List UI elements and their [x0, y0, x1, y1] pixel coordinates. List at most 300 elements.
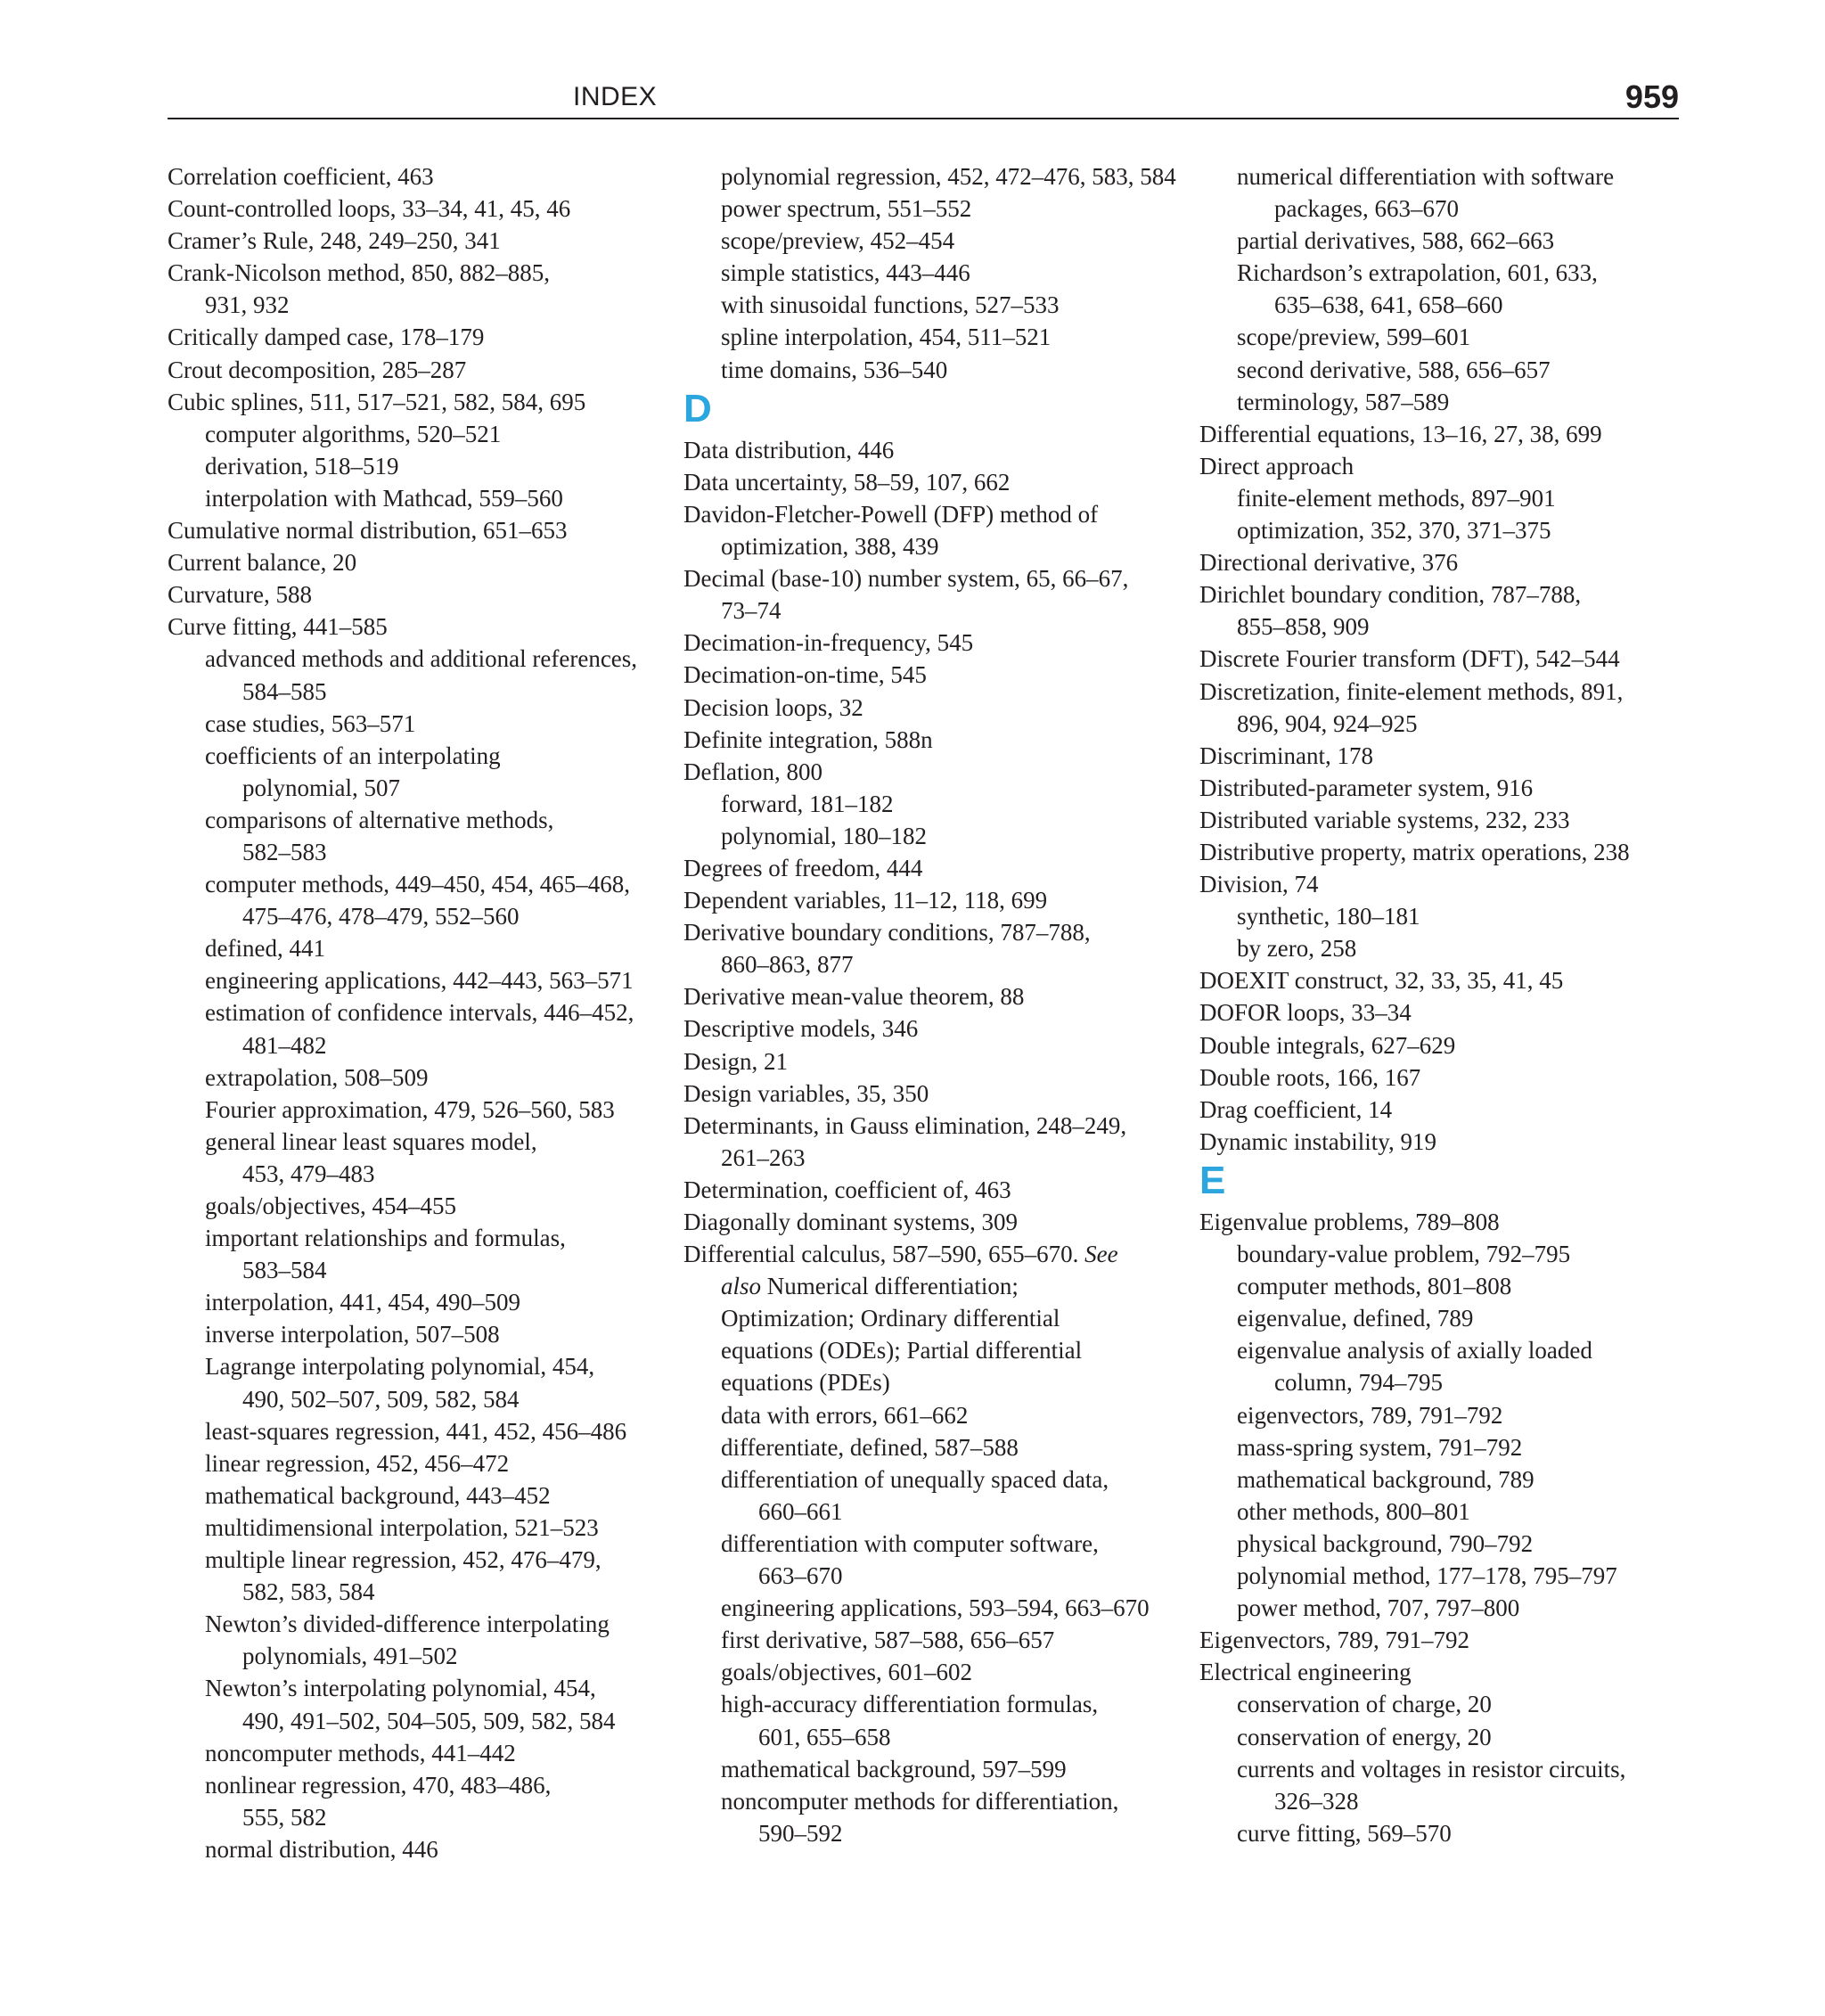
index-subentry	[168, 1640, 667, 1672]
index-entry-text: estimation of confidence intervals, 446–452,	[205, 999, 634, 1027]
index-subentry	[1199, 1238, 1698, 1270]
index-entry-text: partial derivatives, 588, 662–663	[1237, 227, 1555, 255]
index-subentry	[683, 1656, 1183, 1688]
index-entry	[1199, 804, 1698, 836]
index-entry-text: power spectrum, 551–552	[721, 195, 972, 223]
index-entry-text: Davidon-Fletcher-Powell (DFP) method of	[683, 500, 1099, 528]
index-entry-text: polynomial, 180–182	[721, 822, 927, 849]
index-entry-text: Directional derivative, 376	[1199, 549, 1459, 577]
index-entry	[168, 160, 667, 193]
index-entry	[683, 1206, 1183, 1238]
index-subentry	[168, 1512, 667, 1544]
index-entry	[683, 884, 1183, 916]
index-entry-text: Newton’s interpolating polynomial, 454,	[205, 1675, 596, 1702]
index-entry-text: 555, 582	[242, 1803, 327, 1831]
index-entry-text: Decision loops, 32	[683, 693, 863, 721]
index-entry-text: Differential calculus, 587–590, 655–670.	[683, 1241, 1079, 1268]
index-entry-text: extrapolation, 508–509	[205, 1063, 429, 1091]
index-entry-text: 326–328	[1274, 1787, 1359, 1815]
index-subentry	[1199, 1560, 1698, 1592]
index-subentry	[168, 418, 667, 450]
index-entry-text: differentiation with computer software,	[721, 1529, 1099, 1557]
index-entry	[683, 1238, 1183, 1270]
index-entry-text: DOFOR loops, 33–34	[1199, 999, 1412, 1027]
index-entry-text: equations (ODEs); Partial differential	[721, 1337, 1083, 1364]
index-subentry	[168, 964, 667, 996]
index-subentry	[168, 1222, 667, 1254]
index-subentry	[168, 1254, 667, 1286]
index-subentry	[168, 1544, 667, 1576]
index-entry-text: curve fitting, 569–570	[1237, 1819, 1452, 1847]
index-subentry	[168, 900, 667, 932]
index-subentry	[1199, 321, 1698, 353]
index-subentry	[1199, 514, 1698, 546]
index-subentry	[1199, 1817, 1698, 1849]
index-subentry	[683, 1624, 1183, 1656]
index-entry-text: first derivative, 587–588, 656–657	[721, 1627, 1055, 1654]
index-subentry	[683, 1334, 1183, 1366]
index-entry	[1199, 450, 1698, 482]
index-subentry	[168, 1801, 667, 1833]
index-subentry	[683, 1399, 1183, 1431]
index-subentry	[683, 1270, 1183, 1302]
index-entry-text: Design variables, 35, 350	[683, 1079, 929, 1107]
running-head: INDEX	[573, 82, 658, 111]
index-entry	[168, 354, 667, 386]
index-entry-text: high-accuracy differentiation formulas,	[721, 1691, 1099, 1718]
index-subentry	[168, 450, 667, 482]
index-entry	[683, 659, 1183, 691]
index-entry-text: Decimal (base-10) number system, 65, 66–67,	[683, 565, 1129, 593]
index-entry-text: computer methods, 801–808	[1237, 1273, 1512, 1300]
index-entry-text: Degrees of freedom, 444	[683, 854, 923, 881]
index-subentry	[168, 932, 667, 964]
index-entry-text: 582–583	[242, 838, 327, 865]
index-entry-text: 660–661	[758, 1497, 843, 1525]
index-subentry	[1199, 160, 1698, 193]
index-subentry	[683, 321, 1183, 353]
index-entry-text: time domains, 536–540	[721, 356, 948, 383]
index-entry-text: mathematical background, 597–599	[721, 1755, 1067, 1782]
index-entry-text: Crank-Nicolson method, 850, 882–885,	[168, 259, 550, 287]
index-entry-text: engineering applications, 593–594, 663–670	[721, 1594, 1150, 1622]
index-entry-text: synthetic, 180–181	[1237, 903, 1420, 930]
index-entry-text: scope/preview, 599–601	[1237, 324, 1471, 351]
index-subentry	[1199, 354, 1698, 386]
index-entry-text: inverse interpolation, 507–508	[205, 1321, 500, 1348]
index-entry-text: Data uncertainty, 58–59, 107, 662	[683, 468, 1011, 496]
index-entry	[683, 916, 1183, 948]
index-entry	[1199, 1624, 1698, 1656]
index-subentry	[1199, 1721, 1698, 1753]
index-entry-text: mass-spring system, 791–792	[1237, 1433, 1523, 1461]
index-entry-text: Fourier approximation, 479, 526–560, 583	[205, 1095, 615, 1123]
index-entry-text: Eigenvectors, 789, 791–792	[1199, 1627, 1469, 1654]
index-entry-text: column, 794–795	[1274, 1369, 1443, 1397]
index-entry	[683, 466, 1183, 498]
index-entry-text: noncomputer methods, 441–442	[205, 1739, 516, 1766]
index-subentry	[683, 1463, 1183, 1496]
index-subentry	[1199, 1463, 1698, 1496]
index-entry	[1199, 836, 1698, 868]
index-subentry	[168, 868, 667, 900]
index-subentry	[1199, 1270, 1698, 1302]
index-subentry	[168, 708, 667, 740]
index-entry-text: Decimation-in-frequency, 545	[683, 629, 974, 657]
index-entry-text: eigenvectors, 789, 791–792	[1237, 1401, 1503, 1429]
index-entry-text: computer methods, 449–450, 454, 465–468,	[205, 871, 630, 898]
index-entry	[168, 225, 667, 257]
index-subentry	[168, 482, 667, 514]
index-entry-text: Eigenvalue problems, 789–808	[1199, 1209, 1500, 1235]
index-entry	[683, 1078, 1183, 1110]
index-entry-text: 475–476, 478–479, 552–560	[242, 903, 520, 930]
index-subentry	[683, 1431, 1183, 1463]
index-entry	[1199, 418, 1698, 450]
index-entry-text: Cumulative normal distribution, 651–653	[168, 517, 568, 545]
index-entry-text: polynomials, 491–502	[242, 1643, 458, 1670]
index-entry-text: goals/objectives, 601–602	[721, 1659, 972, 1686]
index-entry-text: Correlation coefficient, 463	[168, 163, 434, 190]
index-entry-text: terminology, 587–589	[1237, 388, 1450, 415]
index-subentry	[168, 1833, 667, 1865]
index-entry-text: Distributed-parameter system, 916	[1199, 774, 1534, 801]
index-subentry	[168, 1769, 667, 1801]
index-entry-text: equations (PDEs)	[721, 1369, 890, 1397]
index-subentry	[683, 225, 1183, 257]
index-entry-text: Derivative mean-value theorem, 88	[683, 983, 1025, 1011]
index-entry	[1199, 676, 1698, 708]
index-entry-text: eigenvalue, defined, 789	[1237, 1305, 1474, 1332]
index-entry-text: spline interpolation, 454, 511–521	[721, 324, 1052, 351]
index-entry-text: 590–592	[758, 1819, 843, 1847]
index-entry-text: Discrete Fourier transform (DFT), 542–544	[1199, 645, 1620, 673]
index-entry	[1199, 964, 1698, 996]
index-entry-text: Cubic splines, 511, 517–521, 582, 584, 695	[168, 388, 586, 415]
index-entry	[683, 852, 1183, 884]
index-entry-text: Optimization; Ordinary differential	[721, 1305, 1060, 1332]
index-entry-text: boundary-value problem, 792–795	[1237, 1241, 1571, 1268]
index-entry-text: conservation of energy, 20	[1237, 1723, 1492, 1750]
index-subentry	[168, 1576, 667, 1608]
index-entry-text: linear regression, 452, 456–472	[205, 1449, 510, 1477]
index-subentry	[168, 1029, 667, 1061]
index-entry-text: Division, 74	[1199, 871, 1319, 898]
index-subentry	[683, 257, 1183, 289]
index-entry-text: computer algorithms, 520–521	[205, 420, 502, 447]
index-entry-text: goals/objectives, 454–455	[205, 1192, 456, 1219]
index-subentry	[168, 1318, 667, 1350]
index-entry-text: differentiation of unequally spaced data,	[721, 1465, 1109, 1493]
index-entry	[168, 546, 667, 578]
index-entry-text: other methods, 800–801	[1237, 1497, 1470, 1525]
index-entry	[683, 724, 1183, 756]
index-entry	[683, 1012, 1183, 1045]
index-entry-text: 584–585	[242, 677, 327, 705]
index-subentry	[683, 289, 1183, 321]
index-entry-text: Data distribution, 446	[683, 436, 895, 463]
index-subentry	[168, 1447, 667, 1479]
index-entry	[168, 611, 667, 643]
index-subentry	[168, 1094, 667, 1126]
index-subentry	[168, 1190, 667, 1222]
index-entry-text: data with errors, 661–662	[721, 1401, 969, 1429]
index-entry-text: Double integrals, 627–629	[1199, 1031, 1456, 1059]
index-entry-text: by zero, 258	[1237, 935, 1357, 963]
index-subentry	[683, 1721, 1183, 1753]
index-subentry	[683, 1302, 1183, 1334]
index-entry-text: Newton’s divided-difference interpolating	[205, 1610, 610, 1638]
index-entry-text: scope/preview, 452–454	[721, 227, 955, 255]
index-entry	[1199, 1126, 1698, 1158]
index-entry-text: Crout decomposition, 285–287	[168, 356, 467, 383]
index-entry	[683, 434, 1183, 466]
index-entry-text: optimization, 352, 370, 371–375	[1237, 517, 1551, 545]
index-subentry	[168, 1061, 667, 1094]
index-entry-text: Distributed variable systems, 232, 233	[1199, 806, 1570, 833]
index-subentry	[1199, 225, 1698, 257]
index-entry	[1199, 1029, 1698, 1061]
index-entry	[168, 257, 667, 289]
index-entry-text: 73–74	[721, 597, 782, 625]
index-entry	[1199, 546, 1698, 578]
index-subentry	[1199, 708, 1698, 740]
section-letter: D	[683, 386, 712, 430]
index-subentry	[683, 594, 1183, 627]
index-subentry	[1199, 257, 1698, 289]
index-entry-italic: See	[1078, 1241, 1118, 1268]
index-entry	[683, 692, 1183, 724]
index-entry-text: Design, 21	[683, 1047, 788, 1075]
index-subentry	[1199, 1528, 1698, 1560]
index-subentry	[1199, 1399, 1698, 1431]
index-entry-text: Distributive property, matrix operations, 238	[1199, 838, 1630, 865]
index-entry-text: important relationships and formulas,	[205, 1225, 566, 1252]
index-entry-text: Deflation, 800	[683, 758, 822, 785]
index-entry-text: Lagrange interpolating polynomial, 454,	[205, 1353, 595, 1381]
index-entry-text: engineering applications, 442–443, 563–571	[205, 967, 634, 995]
index-subentry	[683, 1528, 1183, 1560]
index-entry-text: forward, 181–182	[721, 790, 894, 817]
index-subentry	[168, 1415, 667, 1447]
index-entry	[683, 1045, 1183, 1078]
index-entry-text: defined, 441	[205, 935, 325, 963]
index-entry-text: 635–638, 641, 658–660	[1274, 291, 1503, 319]
index-subentry	[683, 1496, 1183, 1528]
index-entry-text: Count-controlled loops, 33–34, 41, 45, 46	[168, 195, 571, 223]
index-subentry	[683, 1366, 1183, 1398]
index-subentry	[1199, 482, 1698, 514]
index-subentry	[168, 740, 667, 772]
index-entry	[683, 1110, 1183, 1142]
index-entry-text: Curve fitting, 441–585	[168, 613, 388, 641]
index-subentry	[168, 1383, 667, 1415]
index-entry-text: DOEXIT construct, 32, 33, 35, 41, 45	[1199, 967, 1564, 995]
index-entry	[1199, 1656, 1698, 1688]
index-subentry	[683, 1592, 1183, 1624]
index-entry-text: Determinants, in Gauss elimination, 248–249,	[683, 1111, 1127, 1139]
index-subentry	[1199, 1496, 1698, 1528]
index-entry-text: multiple linear regression, 452, 476–479,	[205, 1546, 602, 1574]
index-entry	[683, 498, 1183, 530]
index-entry-text: noncomputer methods for differentiation,	[721, 1787, 1119, 1815]
index-entry	[683, 1174, 1183, 1206]
index-entry-text: Curvature, 588	[168, 581, 312, 609]
index-subentry	[1199, 1753, 1698, 1785]
index-entry-text: finite-element methods, 897–901	[1237, 484, 1556, 512]
index-entry-text: conservation of charge, 20	[1237, 1691, 1492, 1718]
index-entry-text: Diagonally dominant systems, 309	[683, 1209, 1018, 1235]
index-entry-text: 855–858, 909	[1237, 613, 1370, 641]
index-subentry	[1199, 1785, 1698, 1817]
index-entry-text: optimization, 388, 439	[721, 533, 939, 561]
index-subentry	[683, 530, 1183, 562]
index-entry-text: comparisons of alternative methods,	[205, 806, 554, 833]
index-subentry	[683, 1688, 1183, 1720]
index-entry	[683, 980, 1183, 1012]
index-subentry	[1199, 611, 1698, 643]
index-entry	[1199, 996, 1698, 1028]
index-entry-text: interpolation with Mathcad, 559–560	[205, 484, 563, 512]
index-subentry	[168, 1126, 667, 1158]
index-entry	[1199, 740, 1698, 772]
index-entry-text: mathematical background, 789	[1237, 1465, 1534, 1493]
index-entry-text: Electrical engineering	[1199, 1659, 1412, 1686]
index-entry-text: advanced methods and additional references,	[205, 645, 638, 673]
index-subentry	[683, 820, 1183, 852]
index-subentry	[1199, 1334, 1698, 1366]
section-letter: E	[1199, 1158, 1226, 1202]
index-entry-italic: also	[721, 1273, 762, 1300]
index-entry-text: polynomial regression, 452, 472–476, 583, 584	[721, 163, 1176, 190]
index-entry-text: 931, 932	[205, 291, 290, 319]
index-entry-text: Double roots, 166, 167	[1199, 1063, 1421, 1091]
index-entry-text: physical background, 790–792	[1237, 1529, 1534, 1557]
index-subentry	[168, 289, 667, 321]
index-subentry	[168, 996, 667, 1028]
index-entry-text: eigenvalue analysis of axially loaded	[1237, 1337, 1592, 1364]
index-subentry	[683, 1560, 1183, 1592]
index-entry-text: 481–482	[242, 1031, 327, 1059]
index-subentry	[1199, 1688, 1698, 1720]
index-entry-text: Dirichlet boundary condition, 787–788,	[1199, 581, 1582, 609]
index-subentry	[683, 160, 1183, 193]
index-entry-text: Richardson’s extrapolation, 601, 633,	[1237, 259, 1598, 287]
index-entry-text: Differential equations, 13–16, 27, 38, 699	[1199, 420, 1602, 447]
index-entry	[683, 562, 1183, 594]
index-column-3	[1199, 160, 1698, 1849]
index-entry	[1199, 643, 1698, 675]
index-column-2	[683, 160, 1183, 1849]
index-subentry	[1199, 900, 1698, 932]
index-subentry	[683, 354, 1183, 386]
index-entry-text: 490, 502–507, 509, 582, 584	[242, 1385, 520, 1413]
index-entry	[168, 193, 667, 225]
index-subentry	[1199, 1366, 1698, 1398]
index-subentry	[683, 948, 1183, 980]
index-entry-text: simple statistics, 443–446	[721, 259, 970, 287]
index-entry	[168, 386, 667, 418]
index-subentry	[683, 1785, 1183, 1817]
index-entry-text: case studies, 563–571	[205, 709, 416, 737]
index-entry-text: Current balance, 20	[168, 549, 357, 577]
index-entry-text: 663–670	[758, 1562, 843, 1590]
index-entry-text: 860–863, 877	[721, 951, 854, 979]
index-entry-text: currents and voltages in resistor circuits,	[1237, 1755, 1626, 1782]
page-number: 959	[1624, 78, 1679, 115]
index-entry	[1199, 578, 1698, 611]
index-entry	[1199, 1206, 1698, 1238]
index-entry-text: power method, 707, 797–800	[1237, 1594, 1520, 1622]
index-entry-text: Determination, coefficient of, 463	[683, 1176, 1011, 1203]
index-subentry	[168, 836, 667, 868]
index-entry-text: derivation, 518–519	[205, 452, 399, 479]
index-entry	[1199, 1094, 1698, 1126]
index-entry-text: 601, 655–658	[758, 1723, 891, 1750]
page-header	[168, 78, 1679, 119]
index-column-1	[168, 160, 667, 1865]
index-subentry	[1199, 1592, 1698, 1624]
index-entry-text: Decimation-on-time, 545	[683, 661, 927, 689]
index-entry	[683, 627, 1183, 659]
index-subentry	[168, 1705, 667, 1737]
index-entry-text: Cramer’s Rule, 248, 249–250, 341	[168, 227, 501, 255]
index-subentry	[168, 1158, 667, 1190]
index-entry	[683, 756, 1183, 788]
index-entry-text: Discretization, finite-element methods, 891,	[1199, 677, 1624, 705]
index-entry-text: 453, 479–483	[242, 1160, 375, 1187]
index-entry-text: Numerical differentiation;	[761, 1273, 1019, 1300]
index-subentry	[1199, 1431, 1698, 1463]
index-entry-text: Descriptive models, 346	[683, 1015, 919, 1043]
index-entry	[168, 578, 667, 611]
index-entry	[168, 321, 667, 353]
index-entry-text: Derivative boundary conditions, 787–788,	[683, 919, 1091, 947]
index-subentry	[168, 1608, 667, 1640]
index-subentry	[683, 788, 1183, 820]
index-entry-text: Direct approach	[1199, 452, 1354, 479]
index-entry	[1199, 868, 1698, 900]
index-subentry	[1199, 289, 1698, 321]
index-entry-text: Definite integration, 588n	[683, 725, 933, 753]
index-subentry	[683, 1753, 1183, 1785]
index-subentry	[168, 804, 667, 836]
index-subentry	[168, 1286, 667, 1318]
index-subentry	[168, 1350, 667, 1382]
index-entry-text: second derivative, 588, 656–657	[1237, 356, 1551, 383]
index-entry	[1199, 1061, 1698, 1094]
index-subentry	[168, 643, 667, 675]
index-entry-text: multidimensional interpolation, 521–523	[205, 1513, 599, 1541]
index-entry-text: normal distribution, 446	[205, 1835, 438, 1863]
index-entry-text: Critically damped case, 178–179	[168, 324, 485, 351]
index-entry-text: polynomial method, 177–178, 795–797	[1237, 1562, 1617, 1590]
index-entry-text: Dependent variables, 11–12, 118, 699	[683, 887, 1048, 914]
index-subentry	[168, 676, 667, 708]
index-entry-text: numerical differentiation with software	[1237, 163, 1615, 190]
index-entry	[168, 514, 667, 546]
index-entry-text: packages, 663–670	[1274, 195, 1459, 223]
index-entry-text: mathematical background, 443–452	[205, 1481, 551, 1509]
index-subentry	[1199, 386, 1698, 418]
index-entry-text: differentiate, defined, 587–588	[721, 1433, 1019, 1461]
index-entry-text: Dynamic instability, 919	[1199, 1127, 1436, 1155]
index-entry	[1199, 772, 1698, 804]
index-entry-text: 582, 583, 584	[242, 1578, 375, 1606]
index-entry-text: general linear least squares model,	[205, 1127, 537, 1155]
index-entry-text: 583–584	[242, 1257, 327, 1284]
index-entry-text: least-squares regression, 441, 452, 456–486	[205, 1417, 627, 1445]
